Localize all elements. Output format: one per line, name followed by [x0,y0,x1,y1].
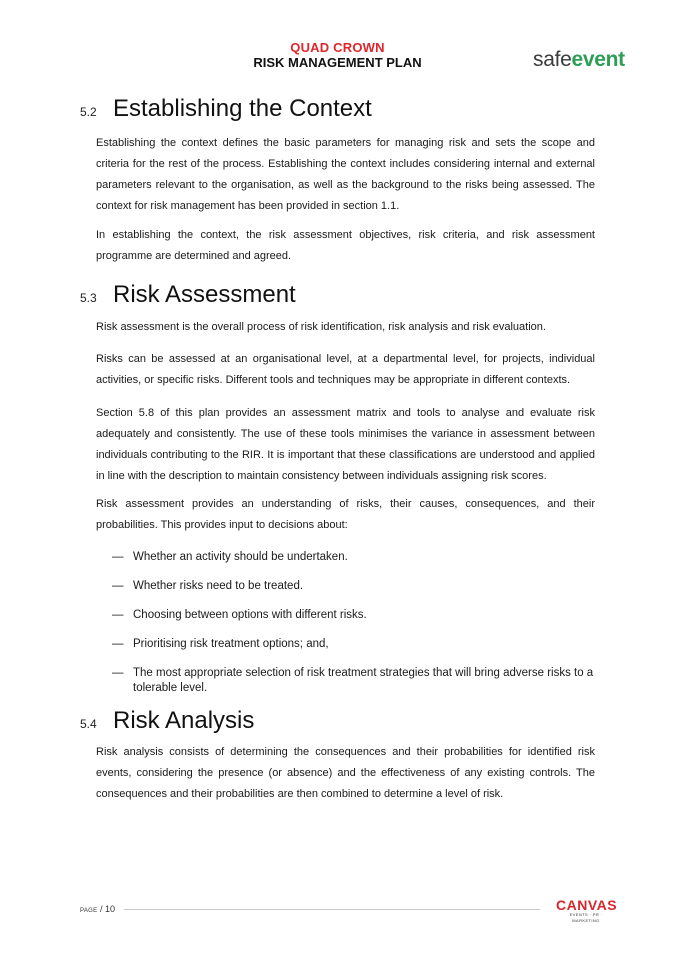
section-title: Risk Analysis [113,707,255,734]
paragraph: Risks can be assessed at an organisational level, at a departmental level, for projects, individual activities, or specific risks. Different tools and techniques may be appropriate in different contexts. [96,353,595,386]
document-title: QUAD CROWN [290,40,385,55]
section-number: 5.3 [80,291,97,305]
list-item-text: Choosing between options with different risks. [133,609,367,621]
page-number [80,904,115,914]
section-heading-risk-analysis [80,707,254,735]
paragraph: Establishing the context defines the basic parameters for managing risk and sets the scope and criteria for the rest of the process. Establishing the context includes considering internal and external parameters relevant to the organisation, as well as the background to the risks being assessed. The context for risk management has been provided in section 1.1. [96,137,595,212]
safeevent-logo [533,48,625,72]
section-heading-risk-assessment [80,281,296,309]
paragraph: Section 5.8 of this plan provides an assessment matrix and tools to analyse and evaluate risk adequately and consistently. The use of these tools minimises the variance in assessment between individuals contributing to the RIR. It is important that these classifications are understood and applied in line with the description to maintain consistency between individuals assigning risk scores. [96,407,595,482]
list-item [112,550,595,565]
paragraph: In establishing the context, the risk assessment objectives, risk criteria, and risk assessment programme are determined and agreed. [96,229,595,262]
paragraph: Risk analysis consists of determining the consequences and their probabilities for identified risk events, considering the presence (or absence) and the effectiveness of any existing controls. The consequences and their probabilities are then combined to determine a level of risk. [96,746,595,800]
canvas-logo-tagline: EVENTS · PR · MARKETING [569,912,603,923]
safeevent-logo-part1: safe [533,48,572,71]
list-item [112,579,595,594]
list-item-text: Whether risks need to be treated. [133,580,304,592]
section-heading-establishing-context [80,95,372,123]
canvas-logo-name: CANVAS [556,897,618,913]
section-number: 5.4 [80,717,97,731]
canvas-logo [556,898,616,924]
decision-list [112,550,595,696]
paragraph: Risk assessment is the overall process of risk identification, risk analysis and risk evaluation. [96,321,546,333]
document-subtitle: RISK MANAGEMENT PLAN [253,55,422,70]
bullet-dash: — [112,667,124,679]
section-title: Risk Assessment [113,281,296,308]
bullet-dash: — [112,580,124,592]
safeevent-logo-part2: event [571,48,625,71]
list-item [112,666,595,696]
list-item [112,637,595,652]
list-item-text: Prioritising risk treatment options; and, [133,638,329,650]
page-number-value: / 10 [99,904,115,914]
footer-divider [124,909,540,910]
section-number: 5.2 [80,105,97,119]
paragraph: Risk assessment provides an understanding of risks, their causes, consequences, and their probabilities. This provides input to decisions about: [96,498,595,531]
section-title: Establishing the Context [113,95,372,122]
page-label: PAGE [80,908,98,914]
list-item-text: Whether an activity should be undertaken. [133,551,348,563]
bullet-dash: — [112,609,124,621]
bullet-dash: — [112,551,124,563]
bullet-dash: — [112,638,124,650]
list-item-text: The most appropriate selection of risk treatment strategies that will bring adverse risks to a tolerable level. [133,667,594,694]
list-item [112,608,595,623]
